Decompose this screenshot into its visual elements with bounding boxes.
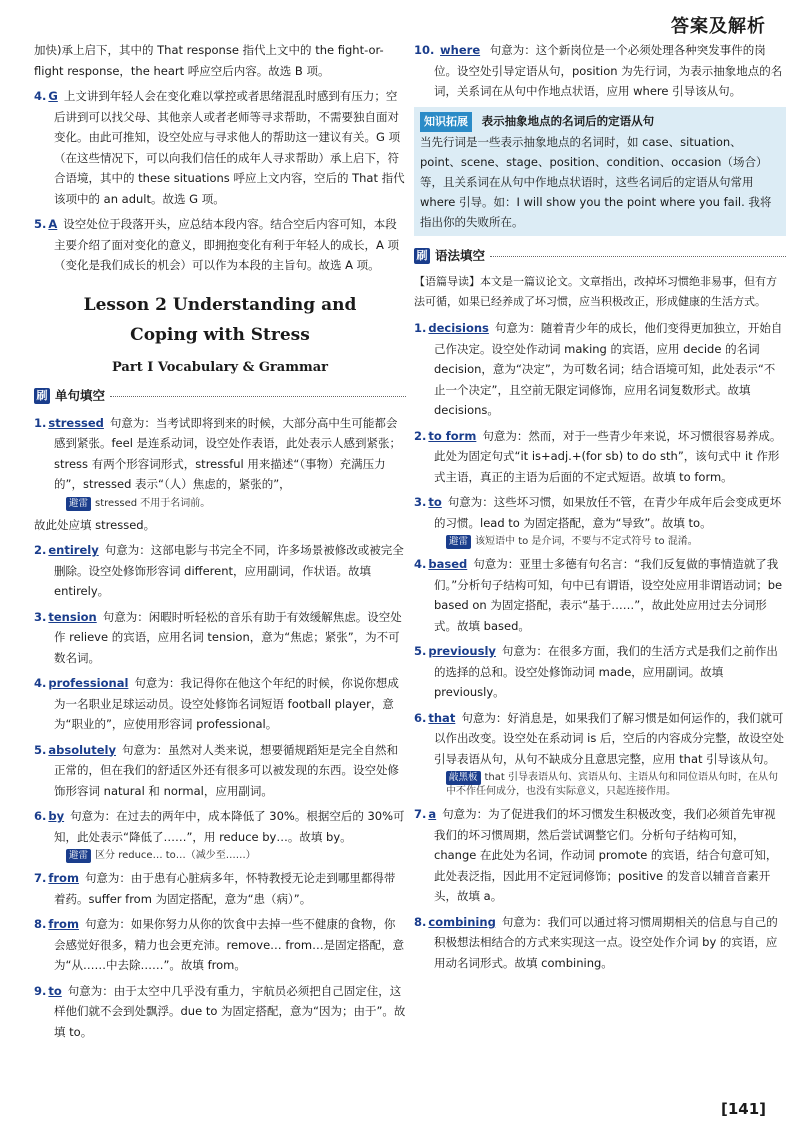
item-answer: from [48,871,79,885]
item-number: 3. [34,609,47,624]
left-column [34,40,406,1047]
answer-item [414,318,786,421]
item-number: 5. [34,742,47,757]
item-explanation: 句意为：在过去的两年中，成本降低了 30%。根据空后的 30%可知，此处表示“降低了……”，用 reduce by…。故填 by。 [54,809,405,844]
page-number: [141] [720,1100,766,1118]
item-note-text: that 引导表语从句、宾语从句、主语从句和同位语从句时，在从句中不作任何成分，也没有实际意义，只起连接作用。 [446,772,779,797]
passage-guide: 【语篇导读】本文是一篇议论文。文章指出，改掉坏习惯绝非易事，但有方法可循，如果已经养成了坏习惯，应当积极改正，形成健康的生活方式。 [414,275,777,308]
item-explanation: 句意为：这个新岗位是一个必须处理各种突发事件的岗位。设空处引导定语从句，position 为先行词，为表示抽象地点的名词，关系词在从句中作地点状语，应用 where 引导该从句。 [434,43,783,98]
answer-item [34,86,406,209]
item-explanation: 句意为：当考试即将到来的时候，大部分高中生可能都会感到紧张。feel 是连系动词，设空处作表语，此处表示人感到紧张；stress 有两个形容词形式，stressful 用来描述“（事物）充满压力的”，stressed 表示“（人）焦虑的，紧张的”， [54,415,402,491]
answer-item [414,554,786,636]
section-divider [490,255,786,257]
section-header-single-sentence [34,386,406,407]
item-explanation: 句意为：亚里士多德有句名言：“我们反复做的事情造就了我们。”分析句子结构可知，句中已有谓语，设空处应用非谓语动词；be based on 为固定搭配，表示“基于……”，故此处应用过去分词形式。故填 based。 [434,557,783,633]
answer-item [414,804,786,907]
item-answer: to [428,495,442,509]
answer-item [414,708,786,800]
item-explanation: 设空处位于段落开头，应总结本段内容。结合空后内容可知，本段主要介绍了面对变化的意义，即拥抱变化有利于年轻人的成长，A 项（变化是我们成长的机会）可以作为本段的主旨句。故选 A 项。 [54,217,400,272]
item-number: 6. [34,809,47,823]
section-divider [110,395,406,397]
item-explanation: 句意为：随着青少年的成长，他们变得更加独立，开始自己作决定。设空处作动词 making 的宾语，应用 decide 的名词 decision，意为“决定”，为可数名词；结合语境可知，此处表示“不止一个决定”，且空前无限定词修饰，应用名词复数形式。故填 decisions。 [434,321,783,417]
item-number: 9. [34,983,47,998]
item-note [66,497,406,511]
answer-item [34,740,406,802]
right-column [414,40,786,978]
item-explanation: 句意为：然而，对于一些青少年来说，坏习惯很容易养成。此处为固定句式“it is+adj.+(for sb) to do sth”，该句式中 it 作形式主语，真正的主语为后面的不定式短语。故填 to form。 [434,428,782,484]
item-explanation: 句意为：为了促进我们的坏习惯发生积极改变，我们必须首先审视我们的坏习惯周期，然后尝试调整它们。分析句子结构可知，change 在此处为名词，作动词 promote 的宾语，结合句意可知，此处表泛指，因此用不定冠词修饰；positive 的发音以辅音音素开头，故填 a。 [434,807,778,903]
item-note [446,535,786,549]
part-title: Part Ⅰ Vocabulary & Grammar [112,359,328,375]
item-answer: to [48,983,62,998]
answer-item [34,981,406,1043]
item-answer: by [48,809,65,823]
answer-item [34,806,406,863]
section-title: 语法填空 [435,247,486,263]
item-answer: decisions [428,321,489,335]
answer-item [414,912,786,974]
answer-item [34,540,406,602]
item-answer: to form [428,428,477,443]
answer-item [34,214,406,276]
answer-item [414,641,786,703]
item-note-tag: 避雷 [66,849,91,863]
item-answer: that [428,710,456,725]
answer-item [34,607,406,669]
lesson-title-line-1: Lesson 2 Understanding and [83,294,357,315]
item-note [66,849,406,863]
item-number: 5. [34,217,47,231]
item-answer: where [440,43,481,57]
item-number: 2. [414,428,427,443]
item-number: 4. [34,89,47,103]
answer-item [414,40,786,102]
item-answer: entirely [48,543,99,557]
item-answer: absolutely [48,742,116,757]
item-note-tag: 敲黑板 [446,771,481,785]
item-explanation: 句意为：这些坏习惯，如果放任不管，在青少年成年后会变成更坏的习惯。lead to 为固定搭配，意为“导致”。故填 to。 [434,495,782,530]
item-explanation: 句意为：在很多方面，我们的生活方式是我们之前作出的选择的总和。设空处修饰动词 made，应用副词。故填 previously。 [434,644,778,699]
answer-item [414,492,786,549]
page-header-title: 答案及解析 [671,16,766,37]
item-answer: G [48,89,58,103]
item-explanation: 句意为：虽然对人类来说，想要循规蹈矩是完全自然和正常的，但在我们的舒适区外还有很多可以被发现的东西。设空处修饰形容词 natural 和 normal，应用副词。 [54,742,399,798]
item-number: 1. [414,321,427,335]
item-explanation: 句意为：我们可以通过将习惯周期相关的信息与自己的积极想法相结合的方式来实现这一点。设空处作介词 by 的宾语，应用动名词形式。故填 combining。 [434,914,778,970]
item-explanation: 句意为：如果你努力从你的饮食中去掉一些不健康的食物，你会感觉好很多，精力也会更充沛。remove… from…是固定搭配，意为“从……中去除……”。故填 from。 [54,917,405,972]
item-number: 7. [414,807,427,821]
item-answer: combining [428,914,496,929]
item-explanation: 句意为：由于患有心脏病多年，怀特教授无论走到哪里都得带着药。suffer from 为固定搭配，意为“患（病）”。 [54,871,396,906]
knowledge-extension-tag: 知识拓展 [420,112,472,132]
item-answer: tension [48,609,97,624]
answer-item [34,868,406,909]
item-number: 3. [414,495,427,509]
item-answer: A [48,217,58,231]
item-number: 8. [414,914,427,929]
answer-item [414,426,786,488]
item-number: 6. [414,710,427,725]
section-brush-icon: 刷 [34,388,50,404]
section-brush-icon: 刷 [414,248,430,264]
item-number: 4. [34,676,47,690]
item-number: 10. [414,43,435,57]
answer-item [34,914,406,976]
item-number: 1. [34,415,47,430]
item-explanation: 句意为：闲暇时听轻松的音乐有助于有效缓解焦虑。设空处作 relieve 的宾语，应用名词 tension，意为“焦虑；紧张”，为不可数名词。 [54,609,402,665]
knowledge-extension-box [414,107,786,236]
item-answer: from [48,917,79,931]
item-conclusion: 故此处应填 stressed。 [34,517,156,532]
answer-item [34,673,406,735]
item-note-text: stressed 不用于名词前。 [95,497,211,509]
item-answer: professional [48,676,129,690]
item-answer: previously [428,644,496,658]
item-number: 7. [34,871,47,885]
item-explanation: 句意为：好消息是，如果我们了解习惯是如何运作的，我们就可以作出改变。设空处在系动词 is 后，空后的内容成分完整，故设空处引导表语从句，从句不缺成分且意思完整，应用 that 引导该从句。 [434,710,784,766]
item-explanation: 句意为：我记得你在他这个年纪的时候，你说你想成为一名职业足球运动员。设空处修饰名词短语 football player，意为“职业的”，应使用形容词 professional。 [54,676,399,731]
section-title: 单句填空 [55,388,106,403]
item-explanation: 上文讲到年轻人会在变化难以掌控或者思绪混乱时感到有压力；空后讲到可以找父母、其他亲人或者老师等寻求帮助，不需要独自面对变化。由此可推知，设空处应与寻求他人的帮助这一建议有关。G 项（在这些情况下，可以向我们信任的成年人寻求帮助）承上启下，符合语境，其中的 these situations 呼应上文内容，空后的 That 指代该项中的 an adult。故选 G 项。 [54,89,405,206]
item-explanation: 句意为：由于太空中几乎没有重力，宇航员必须把自己固定住，这样他们就不会到处飘浮。due to 为固定搭配，意为“因为；由于”。故填 to。 [54,983,406,1039]
item-note-tag: 避雷 [66,497,91,511]
section-header-grammar-fill [414,246,786,267]
item-answer: based [428,557,468,571]
lesson-title-line-2: Coping with Stress [130,324,310,345]
item-note-text: 该短语中 to 是介词，不要与不定式符号 to 混淆。 [475,536,698,547]
answer-item [34,413,406,536]
continued-paragraph: 加快)承上启下，其中的 That response 指代上文中的 the fight-or-flight response，the heart 呼应空后内容。故选 B 项。 [34,43,384,78]
item-answer: a [428,807,437,821]
item-number: 8. [34,917,47,931]
item-answer: stressed [48,415,104,430]
item-number: 4. [414,557,427,571]
item-number: 2. [34,543,47,557]
knowledge-extension-body: 当先行词是一些表示抽象地点的名词时，如 case、situation、point、scene、stage、position、condition、occasion（场合）等，且关系词在从句中作地点状语时，这些名词后的定语从句常用 where 引导。如：I will show you the point where you fail. 我将指出你的失败所在。 [420,134,772,229]
item-note-text: 区分 reduce… to…（减少至……） [95,850,256,861]
item-note-tag: 避雷 [446,535,471,549]
item-number: 5. [414,644,427,658]
lesson-title [34,290,406,350]
knowledge-extension-title: 表示抽象地点的名词后的定语从句 [481,113,655,128]
item-note [446,771,786,799]
item-explanation: 句意为：这部电影与书完全不同，许多场景被修改或被完全删除。设空处修饰形容词 different，应用副词，作状语。故填 entirely。 [54,543,404,598]
